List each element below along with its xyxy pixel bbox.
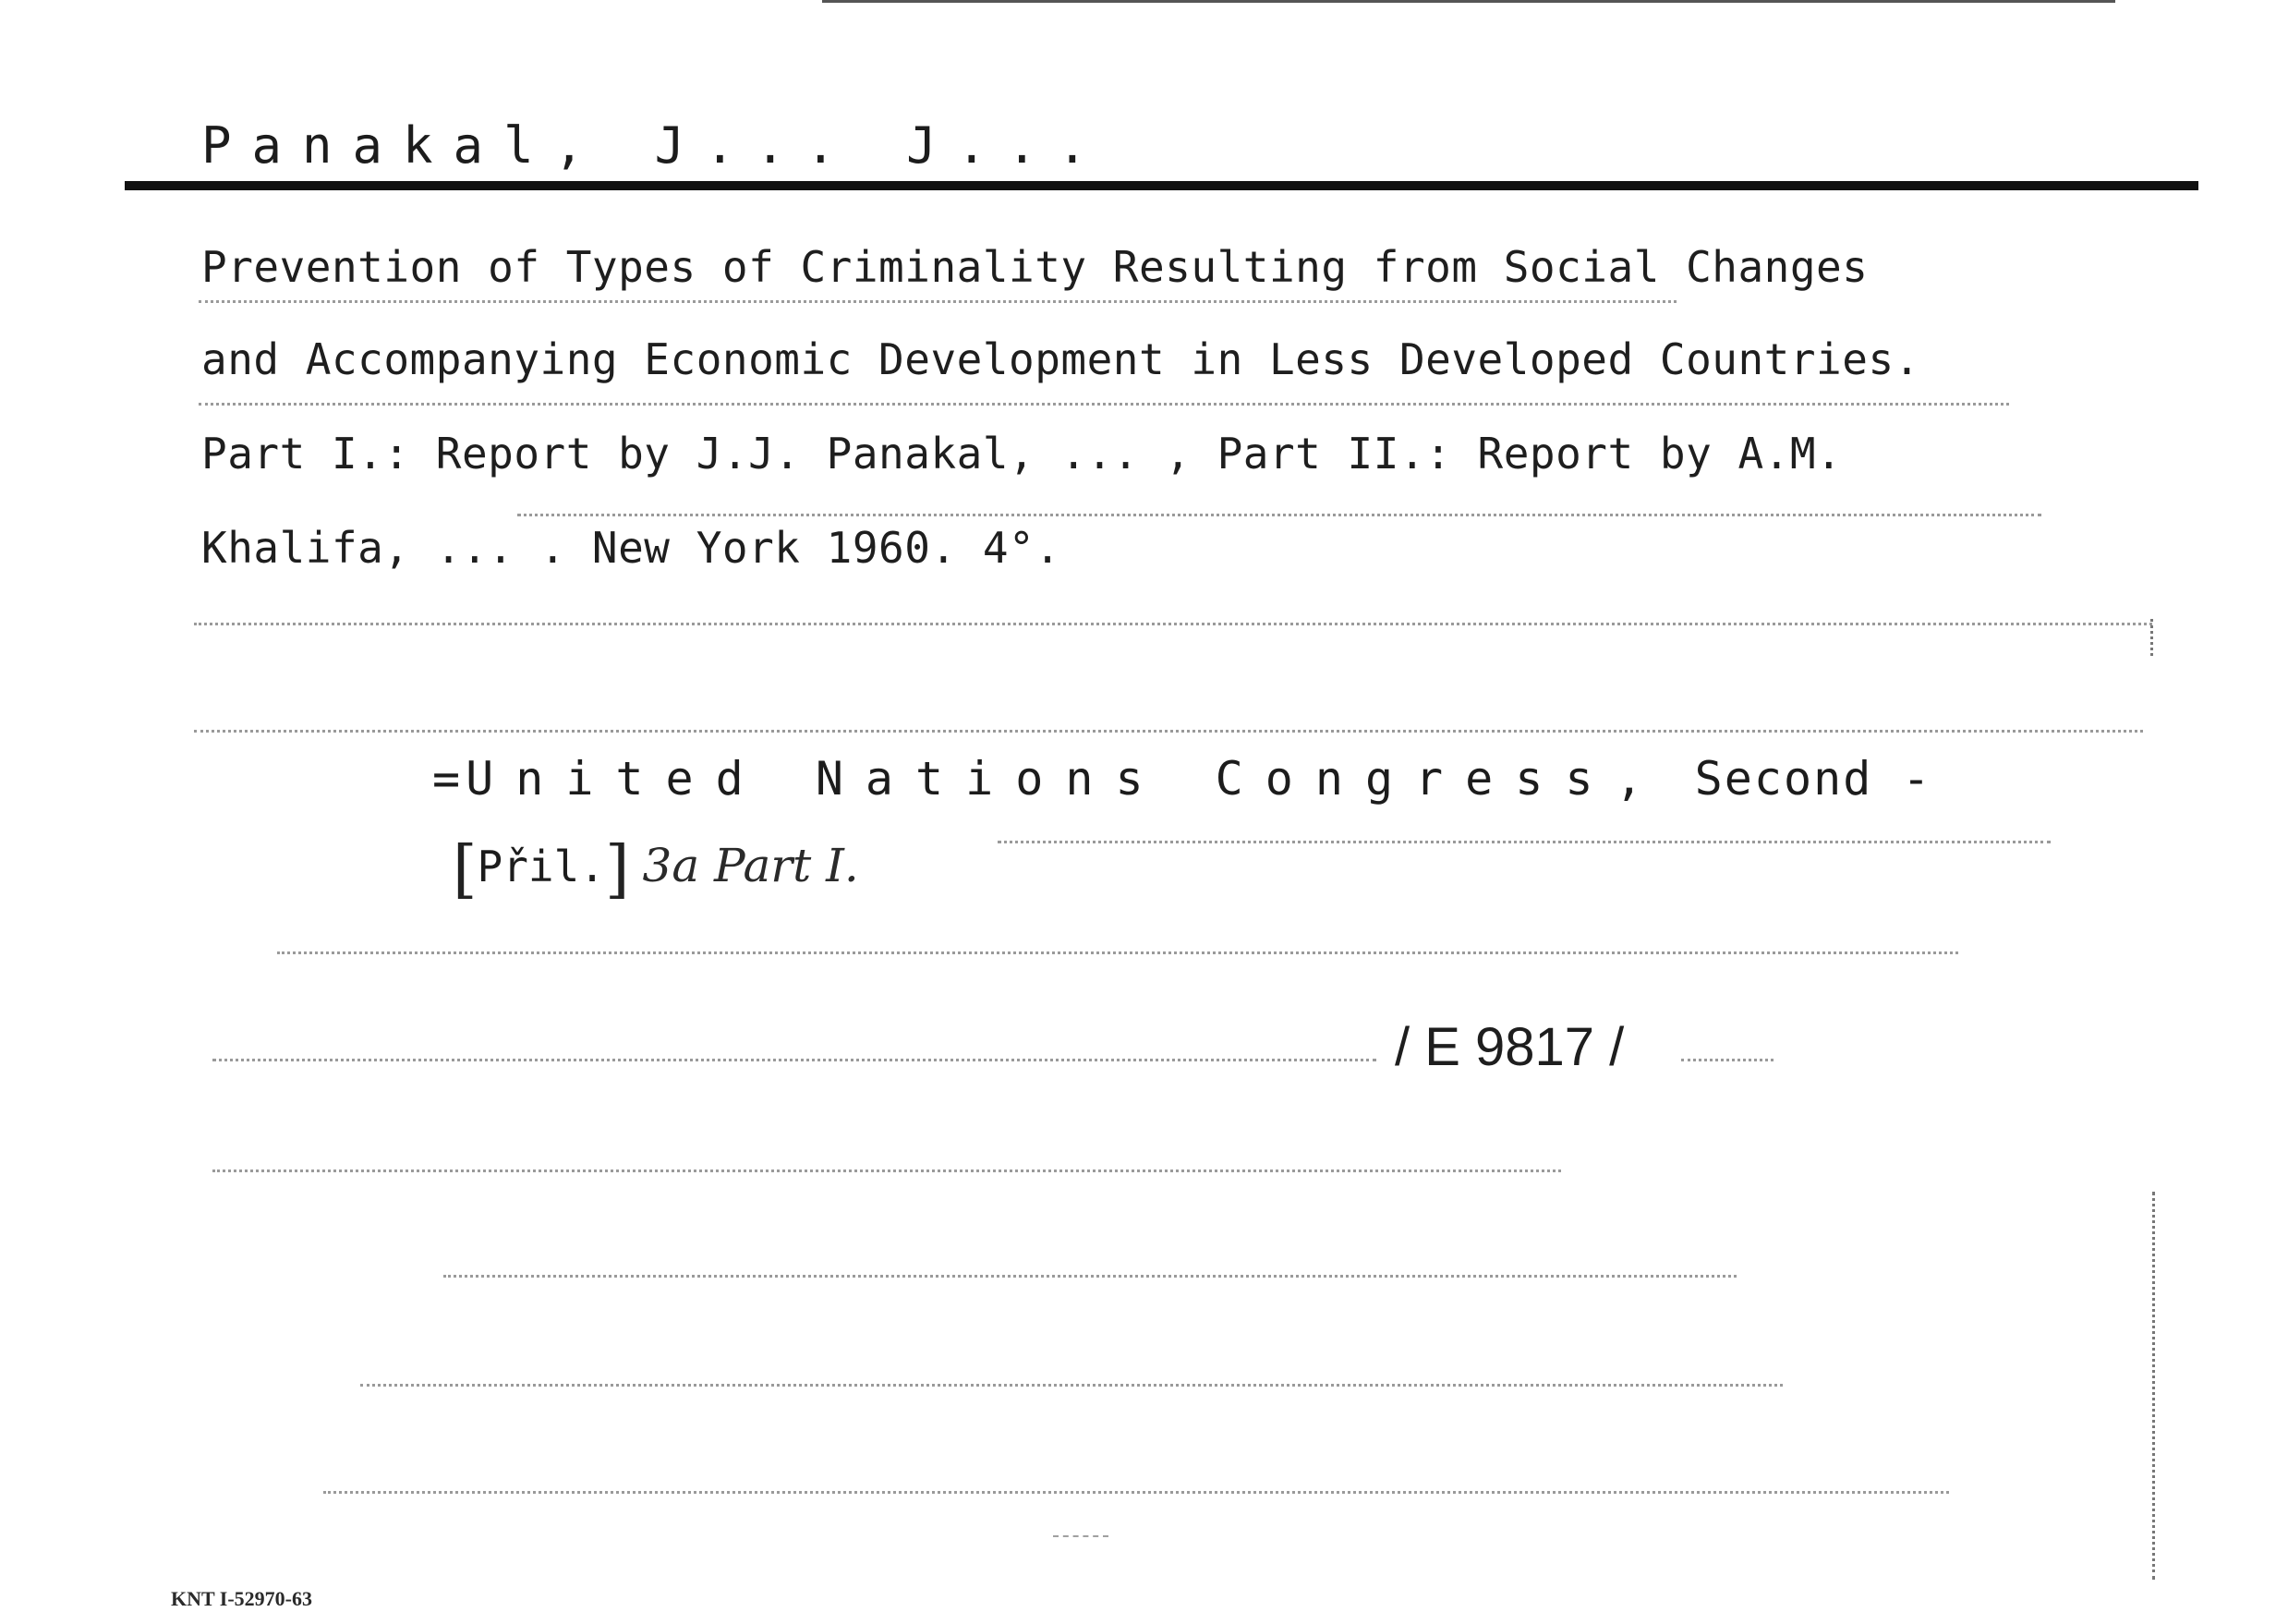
pril-label: Přil. <box>477 842 606 891</box>
ruled-line <box>443 1275 1737 1278</box>
ruled-line <box>212 1170 1561 1172</box>
call-number: / E 9817 / <box>1395 1017 1625 1077</box>
supplement-line <box>453 833 859 906</box>
handwritten-note: 3a Part I. <box>642 839 859 892</box>
ruled-line <box>1053 1535 1108 1537</box>
ruled-line <box>199 300 1677 303</box>
close-bracket: ] <box>605 833 630 906</box>
series-statement <box>432 752 1932 806</box>
ruled-line <box>1681 1059 1774 1061</box>
heading-divider <box>125 181 2198 190</box>
author-heading: Panakal, J... J... <box>201 116 1108 175</box>
ruled-line <box>199 403 2009 406</box>
ruled-line <box>212 1059 1376 1061</box>
edge-marks <box>2150 619 2153 656</box>
open-bracket: [ <box>453 833 478 906</box>
ruled-line <box>194 623 2152 625</box>
title-line-2: and Accompanying Economic Development in Less Developed Countries. <box>201 334 1920 384</box>
ruled-line <box>998 841 2051 843</box>
ruled-line <box>277 951 1958 954</box>
ruled-line <box>323 1491 1949 1494</box>
ruled-line <box>194 730 2143 733</box>
ruled-line <box>360 1384 1783 1387</box>
series-prefix: = <box>432 752 466 806</box>
title-line-3: Part I.: Report by J.J. Panakal, ... , Part II.: Report by A.M. <box>201 429 1843 479</box>
ruled-line <box>517 514 2041 516</box>
series-edition: Second - <box>1665 752 1932 806</box>
top-edge-rule <box>822 0 2115 3</box>
edge-marks <box>2152 1192 2155 1580</box>
card-footer-code: KNT I-52970-63 <box>171 1587 312 1610</box>
series-name: United Nations Congress, <box>466 752 1665 806</box>
title-line-1: Prevention of Types of Criminality Resulting from Social Changes <box>201 242 1869 292</box>
title-line-4: Khalifa, ... . New York 1960. 4°. <box>201 523 1061 573</box>
